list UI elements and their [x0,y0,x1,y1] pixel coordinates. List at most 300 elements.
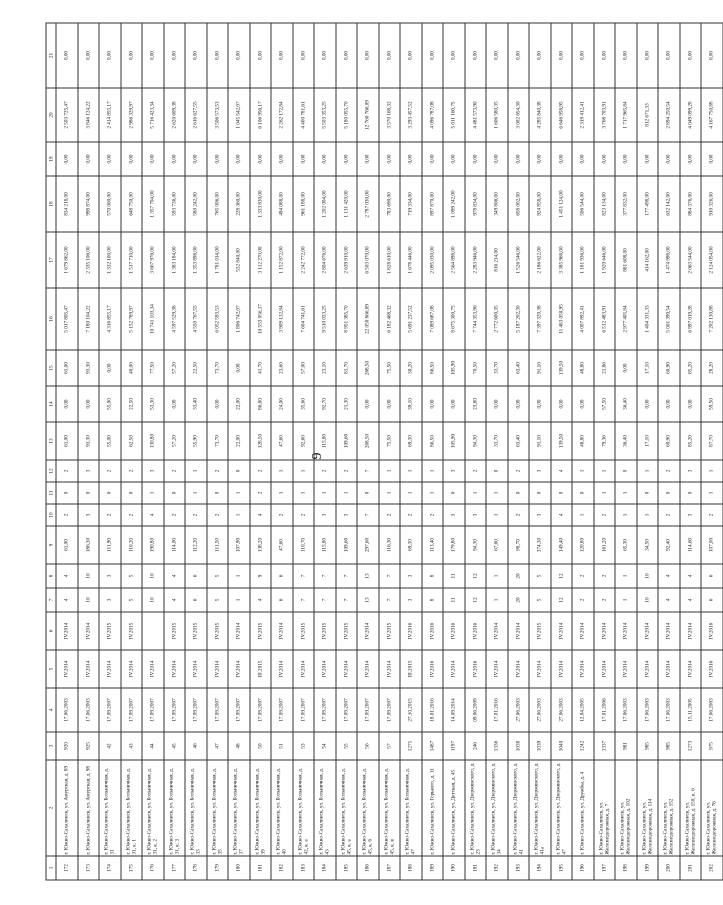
table-cell: 1 [228,564,250,588]
table-cell: 7 180 104,22 [78,288,100,350]
table-cell: 5 011 160,75 [443,88,465,142]
table-cell: 40,00 [121,350,143,386]
table-cell: IV.2014 [658,612,680,650]
table-cell: 1 [400,482,422,504]
table-cell: 113,40 [422,526,444,564]
table-cell: 1 [615,504,637,526]
table-cell: 3 909 132,84 [271,288,293,350]
table-cell: 7 [357,460,379,482]
table-cell: IV.2014 [551,650,573,688]
table-cell: 0,00 [379,386,401,422]
table-cell: 978 834,00 [465,176,487,232]
table-cell: 1 [615,564,637,588]
table-cell: 0,00 [207,142,229,176]
column-header: 7 [46,588,56,612]
table-cell: 67,60 [486,526,508,564]
table-cell: 54 [314,732,336,760]
table-cell: 195 [551,856,573,880]
table-cell: 0 [551,482,573,504]
table-cell: IV.2014 [486,650,508,688]
table-cell: 0,00 [293,23,315,88]
table-cell: 1 152 872,00 [271,232,293,288]
table-cell: 0,00 [400,142,422,176]
table-cell: 0 [357,482,379,504]
table-cell: 0 [228,460,250,482]
table-cell: 92,70 [314,386,336,422]
table-cell: 130,80 [142,422,164,460]
table-cell: 3 [400,564,422,588]
table-cell: 1 [615,588,637,612]
address-cell: г. Южно-Сахалинск, ул. Больничная, д. 37 [228,760,250,856]
table-cell: 85,20 [680,422,702,460]
table-cell: 1 [594,460,616,482]
table-cell: 194 [529,856,551,880]
table-cell: 183 [293,856,315,880]
table-row [658,23,680,880]
column-header: 18 [46,176,56,232]
table-cell: 7 744 353,90 [465,288,487,350]
table-cell: 834 218,00 [56,176,78,232]
table-cell: 5 [121,588,143,612]
address-cell: г. Южно-Сахалинск, ул. Больничная, д. 33 [185,760,207,856]
table-cell: 0,00 [314,23,336,88]
table-cell: 69,30 [400,526,422,564]
table-cell: 110,20 [121,526,143,564]
table-cell: 45 [164,732,186,760]
table-cell: IV.2014 [357,612,379,650]
table-cell: 7 [314,564,336,588]
table-cell: 105,90 [443,422,465,460]
table-cell: 60,90 [658,350,680,386]
table-cell: 12 [465,564,487,588]
table-cell: 228 360,00 [228,176,250,232]
table-cell: 0,00 [529,386,551,422]
table-cell: IV.2014 [314,650,336,688]
table-cell: 7 [314,588,336,612]
table-row [121,23,143,880]
column-header: 11 [46,482,56,504]
table-cell: 47 [207,732,229,760]
table-cell: 0,00 [508,23,530,88]
table-row [637,23,659,880]
page-number: 9 [310,452,325,460]
table-cell: 4 [551,460,573,482]
table-cell: 2 [293,504,315,526]
table-cell: 246 [465,732,487,760]
table-cell: 61,00 [56,526,78,564]
table-cell: 1 [701,482,723,504]
table-cell: 109,60 [336,422,358,460]
table-cell: 12 760 766,09 [357,88,379,142]
table-row [271,23,293,880]
table-cell: 115,80 [314,422,336,460]
table-row [293,23,315,880]
table-cell: 7 [379,588,401,612]
table-cell: 42 [99,732,121,760]
table-cell: 1 781 014,00 [207,232,229,288]
table-cell: 4 [164,564,186,588]
table-cell: 648 750,00 [121,176,143,232]
table-cell: 6 503 070,00 [357,232,379,288]
table-cell: 28,20 [701,350,723,386]
table-cell: 0,00 [164,23,186,88]
table-cell: 186,30 [78,526,100,564]
table-cell: 961 188,00 [293,176,315,232]
table-cell: 23,60 [271,350,293,386]
table-cell: 2 [465,460,487,482]
table-cell: 5 716 423,34 [142,88,164,142]
table-cell: 17.09.2007 [336,688,358,732]
table-cell: 0 [486,460,508,482]
table-cell: 2 095 030,00 [422,232,444,288]
table-cell: 20 [508,564,530,588]
table-row [250,23,272,880]
table-cell: 55 [336,732,358,760]
table-body [56,23,723,880]
table-cell: 23,10 [314,350,336,386]
table-cell: 1 045 542,07 [228,88,250,142]
table-cell: 3 [529,460,551,482]
table-cell: 55,90 [185,422,207,460]
table-cell: 1 404 331,33 [637,288,659,350]
table-cell: IV.2014 [271,612,293,650]
table-cell: 0 [572,482,594,504]
table-cell: IV.2014 [551,612,573,650]
data-table [46,23,723,881]
table-cell: 161,20 [594,526,616,564]
table-cell: 7 [336,564,358,588]
table-cell: 22,00 [228,386,250,422]
table-cell: 94,30 [465,526,487,564]
table-cell: 57,50 [594,386,616,422]
table-cell: 2 564 898,00 [443,232,465,288]
table-cell: 2 977 405,84 [615,288,637,350]
table-cell: 1039 [529,732,551,760]
table-cell: 200 [658,856,680,880]
table-cell: 3 [99,588,121,612]
table-cell: 6 [185,588,207,612]
table-cell: 1 [228,588,250,612]
table-cell: 1197 [443,732,465,760]
table-cell: 4 316 855,17 [99,288,121,350]
table-cell: 0,00 [551,142,573,176]
table-cell: 0 [680,482,702,504]
table-cell: 17.09.2007 [99,688,121,732]
table-cell: 4 [56,564,78,588]
table-cell: 0,00 [400,23,422,88]
table-cell: 73,70 [207,422,229,460]
table-cell: 17.09.2007 [271,688,293,732]
table-cell: 374,30 [529,526,551,564]
table-cell: 61,00 [56,350,78,386]
table-cell: IV.2014 [680,612,702,650]
table-cell: 0,00 [615,142,637,176]
address-cell: г. Южно-Сахалинск, ул. Больничная, д. 42, к. а [293,760,315,856]
table-cell: 3 506 573,53 [207,88,229,142]
table-row [615,23,637,880]
table-cell: 3 [78,504,100,526]
table-cell: 3 [443,460,465,482]
table-cell: 0,00 [357,386,379,422]
table-cell: 0,00 [336,23,358,88]
table-cell: 48 [228,732,250,760]
table-cell: III.2015 [250,650,272,688]
table-cell: 69,30 [400,422,422,460]
table-cell: 0,00 [293,142,315,176]
table-cell: IV.2014 [164,650,186,688]
address-cell: г. Южно-Сахалинск, ул. Дружбы, д. 4 [572,760,594,856]
table-cell: 6 997 019,28 [680,288,702,350]
table-cell: 0,00 [658,142,680,176]
table-cell: 120,80 [572,526,594,564]
table-cell: 23,80 [465,386,487,422]
table-cell: 1 [185,460,207,482]
table-cell: 2 [56,460,78,482]
table-row [465,23,487,880]
table-cell: 3 [78,460,100,482]
table-cell: 75,50 [379,350,401,386]
table-cell: 87,70 [701,422,723,460]
column-header: 2 [46,760,56,856]
table-cell: 7 [357,504,379,526]
table-cell: 198 [615,856,637,880]
address-cell: г. Южно-Сахалинск, ул. Железнодорожная, д. 7 [594,760,616,856]
address-cell: г. Южно-Сахалинск, ул. Дзержинского, д. 41 [508,760,530,856]
table-cell: 47,60 [271,526,293,564]
table-row [357,23,379,880]
table-row [422,23,444,880]
column-header: 4 [46,688,56,732]
table-cell: 12 [551,588,573,612]
table-cell: 4 167 750,88 [701,88,723,142]
table-cell: 1 [379,482,401,504]
table-cell: 2 [572,564,594,588]
table-cell: 63,40 [508,350,530,386]
table-cell: 1 [185,482,207,504]
table-cell: 3 [680,504,702,526]
table-cell: 2 [508,504,530,526]
table-cell: IV.2014 [529,650,551,688]
table-cell: 55,00 [99,386,121,422]
table-cell: 44 [142,732,164,760]
table-cell: 0 [207,482,229,504]
address-cell: г. Южно-Сахалинск, ул. Железнодорожная, д. 150, к. 6 [680,760,702,856]
table-cell: 7 [379,564,401,588]
table-cell: 2 [56,504,78,526]
table-cell: 17.09.2007 [207,688,229,732]
table-cell: 2 [594,504,616,526]
table-cell: IV.2014 [486,612,508,650]
table-cell: 17,10 [637,350,659,386]
address-cell: г. Южно-Сахалинск, ул. Больничная, д. 35 [207,760,229,856]
table-cell: 2 [99,504,121,526]
table-cell: 2 242 772,00 [293,232,315,288]
table-cell: 0,00 [443,142,465,176]
table-cell: 27.06.2003 [551,688,573,732]
table-row [701,23,723,880]
table-cell: 2 124 054,00 [701,232,723,288]
table-cell: 5 [529,564,551,588]
table-cell: 13 [357,588,379,612]
table-cell: 2 [99,460,121,482]
table-cell: 15.11.2005 [680,688,702,732]
address-cell: г. Южно-Сахалинск, ул. Детская, д. 45 [443,760,465,856]
table-cell: 193 [508,856,530,880]
table-cell: 11 [443,588,465,612]
table-cell: 1040 [551,732,573,760]
table-cell: 2 [207,504,229,526]
table-cell: 177 [164,856,186,880]
table-cell: 47,60 [271,422,293,460]
address-cell: г. Южно-Сахалинск, ул. Амурская, д. 98 [78,760,100,856]
table-cell: 884 376,00 [680,176,702,232]
table-cell: 91,10 [529,422,551,460]
table-cell: IV.2015 [379,612,401,650]
table-cell: 8 675 300,75 [443,288,465,350]
column-header: 19 [46,142,56,176]
table-cell: 10 [637,588,659,612]
table-cell: 188 [400,856,422,880]
table-cell: 1 [572,504,594,526]
table-cell: 1 806 742,07 [228,288,250,350]
table-cell: 173 [78,856,100,880]
table-cell: 3 [680,460,702,482]
table-cell: 2 [271,504,293,526]
table-cell: 0 [529,482,551,504]
table-cell: 0,00 [443,23,465,88]
table-cell: IV.2014 [78,612,100,650]
table-cell: 1 [336,482,358,504]
table-cell: 17.01.2006 [594,688,616,732]
table-cell: IV.2014 [637,612,659,650]
table-cell: IV.2014 [99,650,121,688]
table-cell: 3 667 976,00 [142,232,164,288]
table-cell: 27.10.2015 [400,688,422,732]
table-cell: 0,00 [594,142,616,176]
table-cell: 2 [121,504,143,526]
table-cell: IV.2015 [293,612,315,650]
table-cell: 0,00 [56,23,78,88]
table-cell: 0,00 [99,142,121,176]
table-cell: 27.06.2003 [529,688,551,732]
table-cell: IV.2014 [357,650,379,688]
table-cell: 70,50 [465,350,487,386]
table-cell: 114,00 [164,526,186,564]
table-cell: 0,00 [615,23,637,88]
table-cell: 1 [572,460,594,482]
table-cell: 0,00 [680,386,702,422]
table-cell: 175 [121,856,143,880]
table-cell: 75,50 [379,422,401,460]
table-cell: 4 [250,504,272,526]
table-cell: 0,00 [207,23,229,88]
table-cell: 2 335 106,00 [78,232,100,288]
table-cell: 179 [207,856,229,880]
column-header: 14 [46,386,56,422]
table-cell: 65,30 [615,526,637,564]
table-cell: IV.2014 [142,650,164,688]
table-cell: IV.2015 [99,612,121,650]
table-cell: 177 498,00 [637,176,659,232]
table-cell: 36,40 [615,422,637,460]
table-cell: 0,00 [465,23,487,88]
table-cell: 41,70 [250,350,272,386]
table-cell: IV.2014 [508,612,530,650]
table-cell: 1336 [486,732,508,760]
table-cell: 0,00 [465,142,487,176]
table-cell: 593 736,00 [164,176,186,232]
table-cell: 2 283 946,00 [465,232,487,288]
table-cell: 2 [658,504,680,526]
table-cell: 2 414 855,17 [99,88,121,142]
table-cell: 349 806,00 [486,176,508,232]
table-cell: 2 894 250,54 [658,88,680,142]
table-cell: 0,00 [56,142,78,176]
table-cell: IV.2016 [400,612,422,650]
table-cell: 5 [529,588,551,612]
table-cell: 0,00 [508,386,530,422]
table-cell: 0,00 [680,142,702,176]
table-cell: 3 570 168,32 [379,88,401,142]
table-cell: 27.06.2003 [508,688,530,732]
table-cell: IV.2014 [379,650,401,688]
table-cell: 17.09.2007 [121,688,143,732]
table-cell: 60,90 [658,422,680,460]
table-cell: 1 383 184,00 [164,232,186,288]
table-cell: 0,00 [250,142,272,176]
table-cell: 2 [379,504,401,526]
table-cell: 897 870,00 [422,176,444,232]
table-cell: 178 [185,856,207,880]
table-cell: 5 180 055,70 [336,88,358,142]
table-cell: 7 202 130,88 [701,288,723,350]
table-cell: 0,00 [615,350,637,386]
table-cell: 4 [250,588,272,612]
table-cell: 12.04.2005 [572,688,594,732]
table-cell: 115,80 [314,526,336,564]
address-cell: г. Южно-Сахалинск, ул. Больничная, д. 40 [271,760,293,856]
table-cell: 187 [379,856,401,880]
table-cell: 0,00 [486,142,508,176]
table-cell: 138,20 [250,526,272,564]
table-cell: IV.2015 [336,612,358,650]
table-cell: 8 [422,564,444,588]
table-cell: 17.06.2003 [701,688,723,732]
table-cell: 63,40 [508,422,530,460]
table-cell: 3 112 270,00 [250,232,272,288]
table-cell: IV.2015 [185,612,207,650]
table-cell: 2 063 544,00 [680,232,702,288]
table-cell: 2 787 030,00 [357,176,379,232]
table-cell: 4 [142,504,164,526]
table-cell: 0,00 [594,23,616,88]
table-cell: 192 [486,856,508,880]
table-cell: 1 [379,460,401,482]
table-cell: 0,00 [658,386,680,422]
table-cell: 179,80 [443,526,465,564]
table-cell: 4 [56,588,78,612]
table-cell: 46 [185,732,207,760]
table-cell: 1 920 646,00 [594,232,616,288]
table-cell: 5 152 789,97 [121,288,143,350]
table-cell: 1 [314,482,336,504]
table-cell: 0,00 [680,23,702,88]
table-cell: 4 [680,564,702,588]
address-cell: г. Южно-Сахалинск, ул. Дзержинского, д. 47 [551,760,573,856]
table-cell: 18.01.2016 [422,688,444,732]
table-cell: 1 606 580,35 [486,88,508,142]
table-cell: 3 002 654,30 [508,88,530,142]
